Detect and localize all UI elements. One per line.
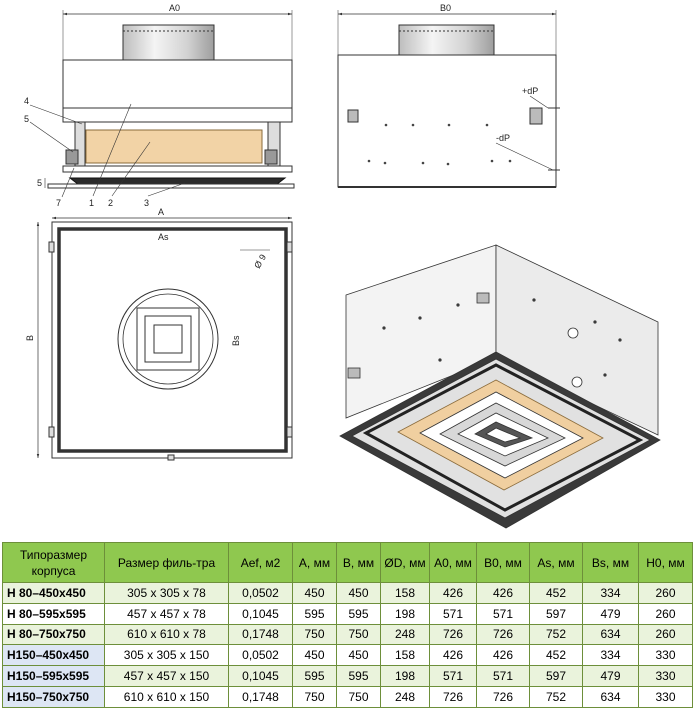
table-cell: 0,1748 xyxy=(229,624,293,645)
column-header: Aef, м2 xyxy=(229,543,293,583)
table-cell: 248 xyxy=(381,624,430,645)
table-cell: 726 xyxy=(430,624,477,645)
table-cell: 597 xyxy=(530,603,583,624)
table-cell: 571 xyxy=(477,603,530,624)
callout-1: 1 xyxy=(89,198,95,208)
dim-5: 5 xyxy=(37,178,43,188)
table-cell: 595 xyxy=(293,666,337,687)
table-cell: 426 xyxy=(477,645,530,666)
table-cell: 426 xyxy=(430,583,477,604)
table-cell: 571 xyxy=(477,666,530,687)
front-view xyxy=(30,10,294,197)
table-cell: 450 xyxy=(337,645,381,666)
dim-front-width: A0 xyxy=(169,3,181,13)
table-cell: 0,1045 xyxy=(229,666,293,687)
table-cell: 452 xyxy=(530,583,583,604)
table-cell: 610 x 610 x 150 xyxy=(105,686,229,707)
table-cell: 597 xyxy=(530,666,583,687)
table-cell: 595 xyxy=(337,666,381,687)
table-header-row xyxy=(3,543,693,583)
specification-table xyxy=(2,542,692,710)
table-cell: 158 xyxy=(381,583,430,604)
table-cell: 305 x 305 x 78 xyxy=(105,583,229,604)
table-cell: 426 xyxy=(477,583,530,604)
table-cell: 634 xyxy=(583,624,639,645)
table-cell: 450 xyxy=(293,583,337,604)
row-model: H 80–595x595 xyxy=(3,603,105,624)
column-header: B, мм xyxy=(337,543,381,583)
row-model: H150–595x595 xyxy=(3,666,105,687)
column-header: A, мм xyxy=(293,543,337,583)
column-header: ØD, мм xyxy=(381,543,430,583)
table-cell: 595 xyxy=(293,603,337,624)
table-cell: 457 x 457 x 78 xyxy=(105,603,229,624)
dim-plan-inner-width: As xyxy=(158,232,169,242)
column-header: Типоразмер корпуса xyxy=(3,543,105,583)
column-header: B0, мм xyxy=(477,543,530,583)
table-cell: 750 xyxy=(337,624,381,645)
row-model: H150–450x450 xyxy=(3,645,105,666)
table-cell: 248 xyxy=(381,686,430,707)
table-cell: 334 xyxy=(583,645,639,666)
column-header: A0, мм xyxy=(430,543,477,583)
table-cell: 571 xyxy=(430,666,477,687)
table-cell: 450 xyxy=(337,583,381,604)
table-cell: 634 xyxy=(583,686,639,707)
table-cell: 726 xyxy=(477,686,530,707)
table-cell: 726 xyxy=(430,686,477,707)
plan-view xyxy=(38,218,292,460)
table-cell: 750 xyxy=(337,686,381,707)
table-row xyxy=(3,666,693,687)
pressure-minus-label: -dP xyxy=(496,133,511,143)
dim-plan-inner-depth: Bs xyxy=(231,335,241,346)
table-cell: 752 xyxy=(530,624,583,645)
table-cell: 426 xyxy=(430,645,477,666)
table-cell: 260 xyxy=(639,583,693,604)
table-cell: 158 xyxy=(381,645,430,666)
dim-plan-width: A xyxy=(158,207,165,217)
callout-7: 7 xyxy=(56,198,62,208)
table-cell: 198 xyxy=(381,603,430,624)
table-cell: 610 x 610 x 78 xyxy=(105,624,229,645)
table-cell: 450 xyxy=(293,645,337,666)
table-cell: 334 xyxy=(583,583,639,604)
table-cell: 330 xyxy=(639,645,693,666)
callout-2: 2 xyxy=(108,198,114,208)
table-cell: 571 xyxy=(430,603,477,624)
table-cell: 260 xyxy=(639,624,693,645)
table-cell: 0,1045 xyxy=(229,603,293,624)
callout-3: 3 xyxy=(144,198,150,208)
table-cell: 330 xyxy=(639,666,693,687)
column-header: H0, мм xyxy=(639,543,693,583)
table-cell: 0,1748 xyxy=(229,686,293,707)
table-cell: 726 xyxy=(477,624,530,645)
table-cell: 260 xyxy=(639,603,693,624)
table-header xyxy=(3,543,693,583)
row-model: H 80–750x750 xyxy=(3,624,105,645)
column-header: Bs, мм xyxy=(583,543,639,583)
table-cell: 457 x 457 x 150 xyxy=(105,666,229,687)
table-cell: 479 xyxy=(583,666,639,687)
table-cell: 479 xyxy=(583,603,639,624)
row-model: H150–750x750 xyxy=(3,686,105,707)
table-cell: 330 xyxy=(639,686,693,707)
table-row xyxy=(3,645,693,666)
row-model: H 80–450x450 xyxy=(3,583,105,604)
table-row xyxy=(3,603,693,624)
table-cell: 452 xyxy=(530,645,583,666)
table-row xyxy=(3,686,693,707)
isometric-view xyxy=(340,245,660,528)
table-row xyxy=(3,583,693,604)
table-cell: 0,0502 xyxy=(229,645,293,666)
column-header: Размер филь-тра xyxy=(105,543,229,583)
dim-plan-depth: B xyxy=(25,334,35,341)
side-view xyxy=(338,10,560,187)
table-cell: 0,0502 xyxy=(229,583,293,604)
table-body xyxy=(3,583,693,708)
pressure-plus-label: +dP xyxy=(522,86,539,96)
table-cell: 198 xyxy=(381,666,430,687)
table-cell: 750 xyxy=(293,686,337,707)
table-row xyxy=(3,624,693,645)
column-header: As, мм xyxy=(530,543,583,583)
callout-5: 5 xyxy=(24,114,30,124)
callout-4: 4 xyxy=(24,96,30,106)
dim-side-width: B0 xyxy=(440,3,452,13)
table-cell: 595 xyxy=(337,603,381,624)
table-cell: 305 x 305 x 150 xyxy=(105,645,229,666)
dim-hole-diameter: Ø 9 xyxy=(252,252,269,271)
table-cell: 750 xyxy=(293,624,337,645)
table-cell: 752 xyxy=(530,686,583,707)
